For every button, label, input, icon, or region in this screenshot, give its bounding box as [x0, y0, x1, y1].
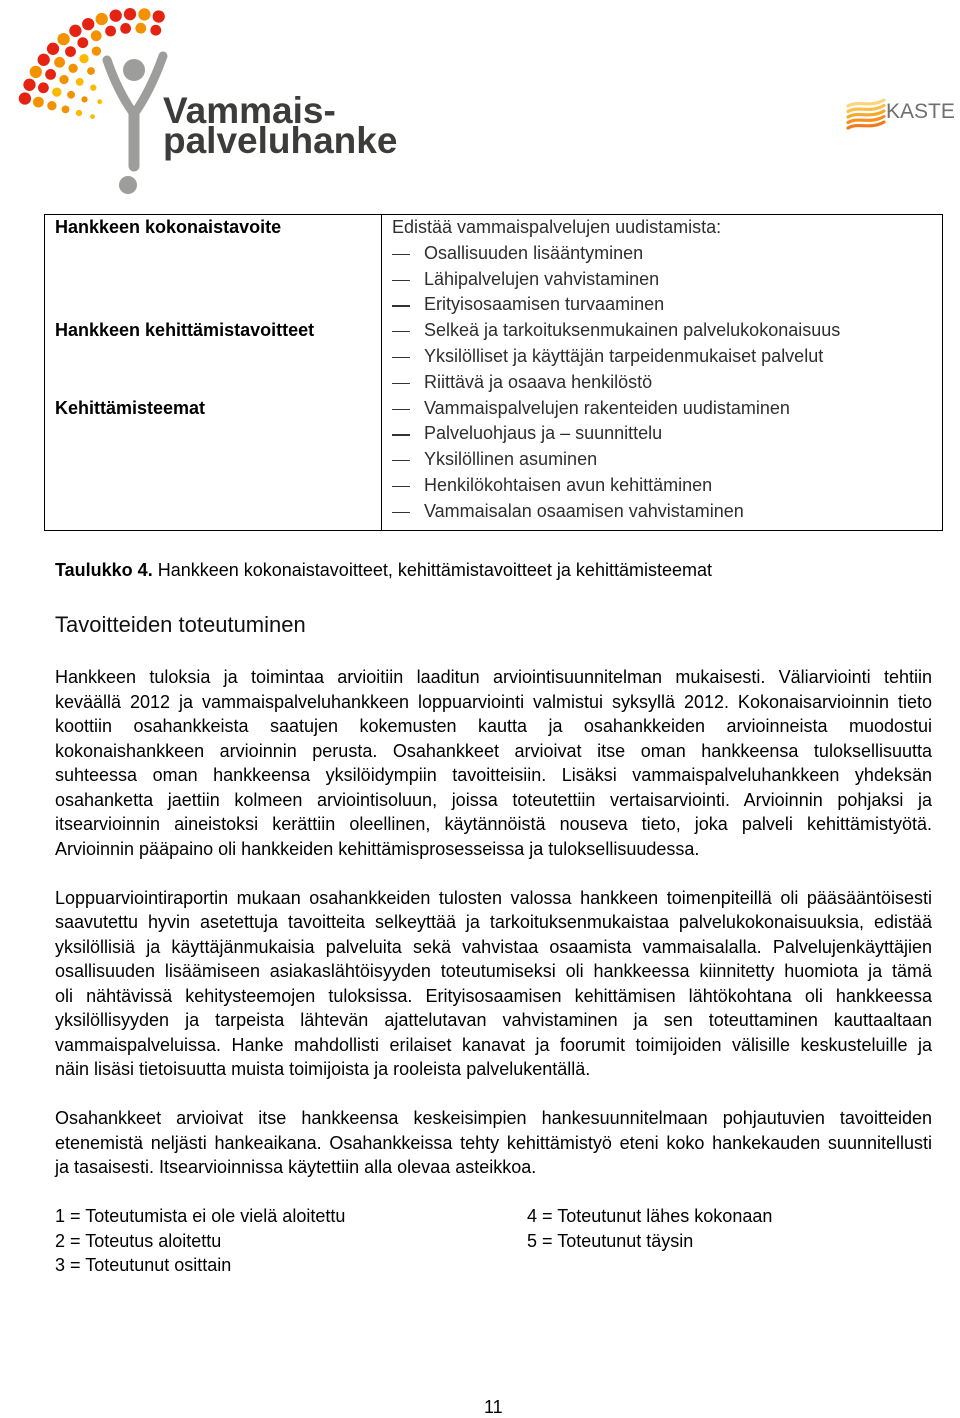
text-line: itsearvioinnin aineistoksi kerättiin oleellinen, käytännöistä nouseva tieto, joka palveli kehittämistyötä.	[55, 814, 932, 834]
list-item-text: Selkeä ja tarkoituksenmukainen palvelukokonaisuus	[424, 320, 841, 341]
logo-dot	[45, 69, 56, 80]
section-heading: Tavoitteiden toteutuminen	[55, 612, 306, 637]
list-item-text: Riittävä ja osaava henkilöstö	[424, 371, 653, 392]
scale-column-left	[55, 1204, 527, 1278]
paragraph	[55, 665, 932, 861]
logo-dot	[30, 66, 42, 78]
text-line: vammaispalveluissa. Hanke mahdollisti erilaiset kanavat ja foorumit toimijoiden välisille keskusteluille ja	[55, 1034, 932, 1055]
logo-dot	[120, 23, 131, 34]
list-item-text: Erityisosaamisen turvaaminen	[424, 294, 665, 315]
logo-dot	[57, 33, 69, 45]
list-item	[392, 344, 942, 370]
logo-dot	[33, 97, 44, 108]
logo-text-line2: palveluhanke	[163, 120, 398, 161]
list-item-text: Vammaispalvelujen rakenteiden uudistaminen	[424, 397, 790, 418]
list-item	[392, 499, 942, 525]
list-item-text: Lähipalvelujen vahvistaminen	[424, 268, 660, 289]
logo-text-line1: Vammais-	[163, 90, 336, 131]
text-line: Hankkeen tuloksia ja toimintaa arvioitiin laaditun arviointisuunnitelman mukaisesti. Väliarviointi tehtiin	[55, 667, 932, 687]
table-row	[45, 215, 942, 318]
paragraph	[55, 886, 932, 1082]
logo-dot	[76, 78, 84, 86]
table-row	[45, 318, 942, 395]
dash-bullet	[392, 280, 410, 281]
text-line: keväällä 2012 ja vammaispalveluhankkeen loppuarviointi valmistui syksyllä 2012. Kokonaisarvioinnin tieto	[55, 691, 932, 712]
dash-bullet	[392, 305, 410, 306]
logo-dot	[38, 54, 50, 66]
text-line: suhteessa oman hankkeensa yksilöidympiin tavoitteisiin. Lisäksi vammaispalveluhankkeen yhdeksän	[55, 765, 932, 785]
kaste-logo	[844, 94, 958, 134]
column-divider	[381, 215, 382, 530]
dash-bullet	[392, 434, 410, 435]
dash-bullet	[392, 409, 410, 410]
body-text	[55, 665, 932, 1278]
caption-text: Hankkeen kokonaistavoitteet, kehittämistavoitteet ja kehittämisteemat	[157, 560, 712, 580]
logo-wordmark	[163, 90, 397, 161]
list-item-text: Osallisuuden lisääntyminen	[424, 242, 644, 263]
scale-item: 2 = Toteutus aloitettu	[55, 1230, 222, 1251]
scale-item: 3 = Toteutunut osittain	[55, 1255, 232, 1275]
text-line: Osahankkeet arvioivat itse hankkeensa keskeisimpien hankesuunnitelmaan pohjautuvien tavoitteiden	[55, 1108, 932, 1128]
kaste-stripes-icon	[848, 100, 884, 128]
logo-dot	[150, 25, 161, 36]
text-line: näin lisäsi tietoisuutta muista toimijoista ja rooleista palvelukentällä.	[55, 1059, 591, 1079]
logo-dot	[90, 85, 96, 91]
logo-dot	[62, 106, 70, 114]
table-caption	[55, 558, 712, 583]
text-line: koottiin osahankkeista saatujen kokemusten kautta ja osahankkeiden arvioinneista muodostui	[55, 716, 932, 736]
row-label: Hankkeen kokonaistavoite	[55, 217, 282, 237]
scale-item: 5 = Toteutunut täysin	[527, 1230, 694, 1251]
logo-dot	[67, 91, 75, 99]
logo-dot	[79, 54, 88, 63]
row-content	[382, 215, 942, 318]
logo-dot	[77, 37, 88, 48]
logo-dot	[110, 9, 122, 21]
text-line: osahanketta jaettiin kolmeen arviointisoluun, joissa toteutettiin vertaisarviointi. Arvioinnin pohjaksi ja	[55, 789, 932, 810]
rating-scale	[55, 1204, 932, 1278]
list-item	[392, 447, 942, 473]
logo-dot	[92, 46, 101, 55]
logo-dot	[97, 99, 102, 104]
row-content	[382, 318, 942, 395]
page-number: 11	[484, 1397, 503, 1417]
list-item	[392, 318, 942, 344]
list-item	[392, 396, 942, 422]
logo-dot	[52, 87, 61, 96]
kaste-wordmark: KASTE	[886, 100, 955, 123]
logo-dot	[47, 43, 59, 55]
scale-column-right	[527, 1204, 960, 1278]
dash-bullet	[392, 486, 410, 487]
scale-item: 1 = Toteutumista ei ole vielä aloitettu	[55, 1206, 346, 1226]
logo-dot	[138, 8, 150, 20]
logo-dot	[54, 57, 65, 68]
list-item-text: Vammaisalan osaamisen vahvistaminen	[424, 500, 744, 521]
text-line: oli nähtävissä kehitysteemojen tuloksissa. Erityisosaamisen kehittämisen lähtökohtana oli hankkeessa	[55, 985, 932, 1006]
row-intro: Edistää vammaispalvelujen uudistamista:	[392, 217, 722, 237]
list-item	[392, 370, 942, 396]
row-label: Hankkeen kehittämistavoitteet	[55, 320, 315, 341]
text-line: osallisuuden lisäämiseen asiakaslähtöisyyden toteutumiseksi oli hankkeessa kiinnitetty huomiota ja tämä	[55, 961, 932, 981]
logo-dot	[87, 67, 95, 75]
goals-table	[44, 214, 943, 531]
vammaispalveluhanke-logo	[0, 0, 410, 200]
list-item-text: Palveluohjaus ja – suunnittelu	[424, 423, 663, 444]
list-item	[392, 421, 942, 447]
dash-bullet	[392, 512, 410, 513]
logo-dot	[135, 23, 146, 34]
list-item	[392, 292, 942, 318]
logo-dot	[76, 110, 82, 116]
text-line: yksilöllisiä ja käyttäjänmukaisia palveluita sekä vahvistaa osaamista vammaisalalla. Palvelujenkäyttäjien	[55, 936, 932, 957]
list-item	[392, 473, 942, 499]
table-row	[45, 396, 942, 525]
dash-bullet	[392, 331, 410, 332]
row-content	[382, 396, 942, 525]
text-line: etenemistä neljästi hankeaikana. Osahankkeissa tehty kehittämistyö eteni koko hankekauden suunnitellusti	[55, 1132, 932, 1153]
logo-dot	[38, 82, 49, 93]
list-item-text: Yksilöllinen asuminen	[424, 449, 598, 470]
list-item-text: Yksilölliset ja käyttäjän tarpeidenmukaiset palvelut	[424, 345, 824, 366]
logo-dot	[82, 18, 94, 30]
dash-bullet	[392, 254, 410, 255]
person-figure-icon	[107, 56, 163, 194]
scale-item: 4 = Toteutunut lähes kokonaan	[527, 1206, 773, 1226]
list-item	[392, 267, 942, 293]
text-line: saavutettu hyvin asetettuja tavoitteita selkeyttää ja tarkoituksenmukaistaa palvelukokonaisuuksia, edistää	[55, 912, 932, 932]
logo-dot	[91, 30, 102, 41]
row-label: Kehittämisteemat	[55, 397, 206, 418]
text-line: ja tasaisesti. Itsearvioinnissa käytettiin alla olevaa asteikkoa.	[55, 1157, 537, 1177]
logo-dot	[68, 64, 77, 73]
list-item-text: Henkilökohtaisen avun kehittäminen	[424, 474, 713, 495]
logo-dot	[59, 75, 68, 84]
dash-bullet	[392, 383, 410, 384]
text-line: yksilöllisyyden ja tarpeista lähtevän ajattelutavan vahvistaminen ja sen toteuttaminen kauttaaltaan	[55, 1010, 932, 1030]
caption-label: Taulukko 4.	[55, 560, 153, 580]
logo-dot	[124, 8, 136, 20]
logo-dot	[69, 25, 81, 37]
logo-dot	[81, 96, 87, 102]
logo-dot	[65, 46, 76, 57]
logo-dot	[105, 26, 116, 37]
logo-dot	[153, 10, 165, 22]
paragraph	[55, 1106, 932, 1180]
logo-dot	[19, 92, 31, 104]
dash-bullet	[392, 357, 410, 358]
logo-dot	[90, 114, 95, 119]
logo-dot	[47, 101, 56, 110]
logo-dot	[23, 79, 35, 91]
dash-bullet	[392, 460, 410, 461]
text-line: kokonaishankkeen arvioinnin perusta. Osahankkeet arvioivat itse oman hankkeensa tuloksellisuutta	[55, 740, 932, 761]
logo-dot	[96, 13, 108, 25]
text-line: Arvioinnin pääpaino oli hankkeiden kehittämisprosesseissa ja tuloksellisuudessa.	[55, 838, 700, 859]
list-item	[392, 241, 942, 267]
text-line: Loppuarviointiraportin mukaan osahankkeiden tulosten valossa hankkeen toimenpiteillä oli pääsääntöisesti	[55, 887, 932, 908]
